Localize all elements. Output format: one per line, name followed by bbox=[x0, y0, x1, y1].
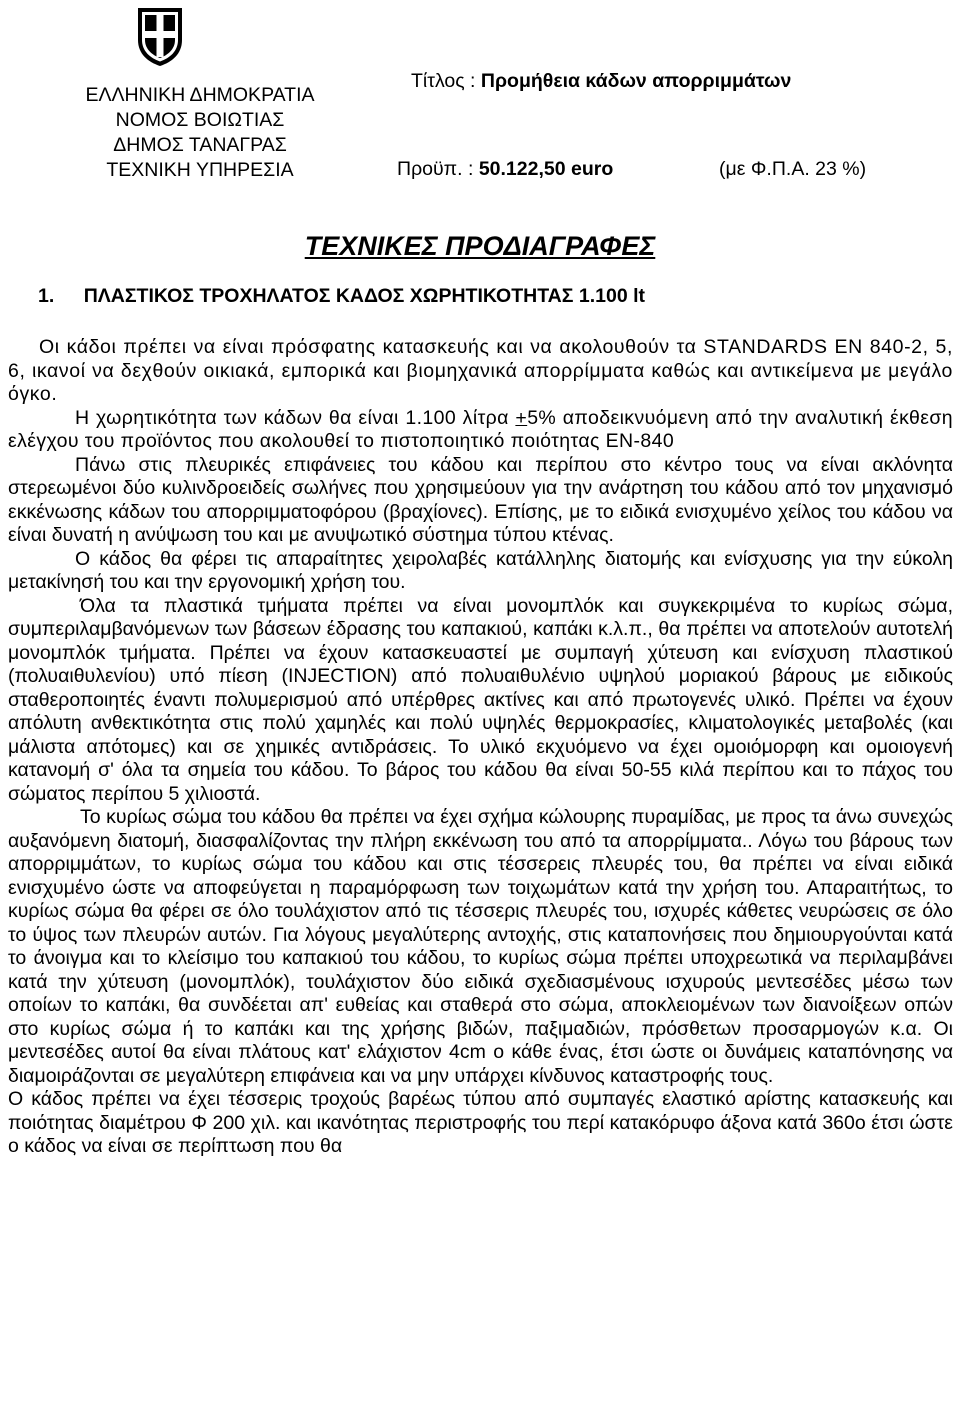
issuer-line: ΝΟΜΟΣ ΒΟΙΩΤΙΑΣ bbox=[115, 109, 285, 131]
budget-line bbox=[397, 158, 613, 181]
paragraph: Πάνω στις πλευρικές επιφάνειες του κάδου και περίπου στο κέντρο τους να είναι ακλόνητα στερεωμένοι δύο κυλινδροειδείς σωλήνες που χρησιμεύουν για την ανάρτηση του κάδου από τον μηχανισμό εκκένωσης κάδων του απορριμματοφόρου (βραχίονες). Επίσης, με το ειδικά ενισχυμένο χείλος του κάδου να είναι δυνατή η ανύψωση του και με ανυψωτικό σύστημα τύπου κτένας. bbox=[8, 453, 953, 546]
document-body bbox=[8, 336, 953, 1159]
issuer-line: ΔΗΜΟΣ ΤΑΝΑΓΡΑΣ bbox=[113, 134, 287, 156]
page-title: ΤΕΧΝΙΚΕΣ ΠΡΟΔΙΑΓΡΑΦΕΣ bbox=[304, 231, 656, 261]
plus-minus-sign: + bbox=[515, 406, 528, 429]
document-title-line bbox=[411, 70, 791, 93]
paragraph-text: Η χωρητικότητα των κάδων θα είναι 1.100 λίτρα bbox=[75, 406, 516, 429]
issuer-line: ΕΛΛΗΝΙΚΗ ΔΗΜΟΚΡΑΤΙΑ bbox=[85, 84, 315, 106]
issuer-block bbox=[40, 83, 360, 183]
vat-note: (με Φ.Π.Α. 23 %) bbox=[719, 158, 867, 180]
title-label: Τίτλος : bbox=[411, 70, 476, 92]
title-value: Προμήθεια κάδων απορριμμάτων bbox=[480, 70, 792, 92]
paragraph bbox=[8, 407, 953, 454]
greek-coat-of-arms-icon bbox=[135, 6, 185, 68]
section-heading bbox=[38, 285, 645, 308]
budget-label: Προϋπ. : bbox=[397, 158, 474, 180]
budget-value: 50.122,50 euro bbox=[478, 158, 614, 180]
paragraph: Ο κάδος θα φέρει τις απαραίτητες χειρολαβές κατάλληλης διατομής και ενίσχυσης για την εύκολη μετακίνησή του και την εργονομική χρήση του. bbox=[8, 547, 953, 593]
section-number: 1. bbox=[38, 285, 55, 307]
paragraph: Ο κάδος πρέπει να έχει τέσσερις τροχούς βαρέως τύπου από συμπαγές ελαστικό αρίστης κατασκευής και ποιότητας διαμέτρου Φ 200 χιλ. και ικανότητας περιστροφής του περί κατακόρυφο άξονα κατά 360ο έτσι ώστε ο κάδος να είναι σε περίπτωση που θα bbox=[8, 1088, 953, 1157]
paragraph: Το κυρίως σώμα του κάδου θα πρέπει να έχει σχήμα κώλουρης πυραμίδας, με προς τα άνω συνεχώς αυξανόμενη διατομή, διασφαλίζοντας την πλήρη εκκένωση του από τα απορρίμματα.. Λόγω του βάρους των απορριμμάτων, το κυρίως σώμα του κάδου και στις τέσσερεις πλευρές του, θα πρέπει να είναι ειδικά ενισχυμένο ώστε να αποφεύγεται η παραμόρφωση των τοιχωμάτων κατά την χρήση του. Απαραιτήτως, το κυρίως σώμα θα φέρει σε όλο τουλάχιστον από τις τέσσερις πλευρές του, ισχυρές κάθετες νευρώσεις σε όλο το ύψος των πλευρών αυτών. Για λόγους μεγαλύτερης αντοχής, στις καταπονήσεις που δημιουργούνται κατά το άνοιγμα και το κλείσιμο του καπακιού του κάδου, το κυρίως σώμα πρέπει υποχρεωτικά να περιλαμβάνει κατά την χύτευση (μονομπλόκ), τουλάχιστον δύο ειδικά σχεδιασμένους ισχυρούς μεντεσέδες μέσω των οποίων το καπάκι, θα συνδέεται απ' ευθείας και σταθερά στο σώμα, αποκλειομένων των διανοίξεων οπών στο κυρίως σώμα ή το καπάκι και της χρήσης βιδών, παξιμαδιών, πρόσθετων προσαρμογών κ.α. Οι μεντεσέδες αυτοί θα είναι πλάτους κατ' ελάχιστον 4cm ο κάθε ένας, έτσι ώστε οι δυνάμεις καταπόνησης να διαμοιράζονται σε μεγαλύτερη επιφάνεια και να μην υπάρχει κίνδυνος καταστροφής τους. bbox=[8, 806, 953, 1087]
section-title: ΠΛΑΣΤΙΚΟΣ ΤΡΟΧΗΛΑΤΟΣ ΚΑΔΟΣ ΧΩΡΗΤΙΚΟΤΗΤΑΣ 1.100 lt bbox=[83, 285, 645, 307]
paragraph: Όλα τα πλαστικά τμήματα πρέπει να είναι μονομπλόκ και συγκεκριμένα το κυρίως σώμα, συμπεριλαμβανόμενων των βάσεων έδρασης του καπακιού, καπάκι κ.λ.π., θα πρέπει να αποτελούν αυτοτελή μονομπλόκ τμήματα. Πρέπει να έχουν κατασκευαστεί με συμπαγή χύτευση και ενίσχυση πλαστικού (πολυαιθυλενίου) υπό πίεση (INJECTION) από πολυαιθυλένιο υψηλού μοριακού βάρους με ειδικούς σταθεροποιητές έναντι πολυμερισμού από υπέρθρες ακτίνες και από πρωτογενές υλικό. Πρέπει να έχουν απόλυτη ανθεκτικότητα στις πολύ χαμηλές και πολύ υψηλές θερμοκρασίες, κλιματολογικές μεταβολές (και μάλιστα απότομες) και σε χημικές αντιδράσεις. Το υλικό εκχυόμενο να έχει ομοιόμορφη και ομοιογενή κατανομή σ' όλα τα σημεία του κάδου. Το βάρος του κάδου θα είναι 50-55 κιλά περίπου και το πάχος του σώματος περίπου 5 χιλιοστά. bbox=[8, 594, 953, 805]
paragraph: Οι κάδοι πρέπει να είναι πρόσφατης κατασκευής και να ακολουθούν τα STANDARDS EN 840-2, 5, 6, ικανοί να δεχθούν οικιακά, εμπορικά και βιομηχανικά απορρίμματα καθώς και αντικείμενα με μεγάλο όγκο. bbox=[8, 336, 953, 405]
issuer-line: ΤΕΧΝΙΚΗ ΥΠΗΡΕΣΙΑ bbox=[106, 159, 294, 181]
paragraph-text: 5% αποδεικνυόμενη από την αναλυτική έκθεση ελέγχου του προϊόντος που ακολουθεί το πιστοποιητικό ποιότητας ΕΝ-840 bbox=[8, 406, 953, 452]
